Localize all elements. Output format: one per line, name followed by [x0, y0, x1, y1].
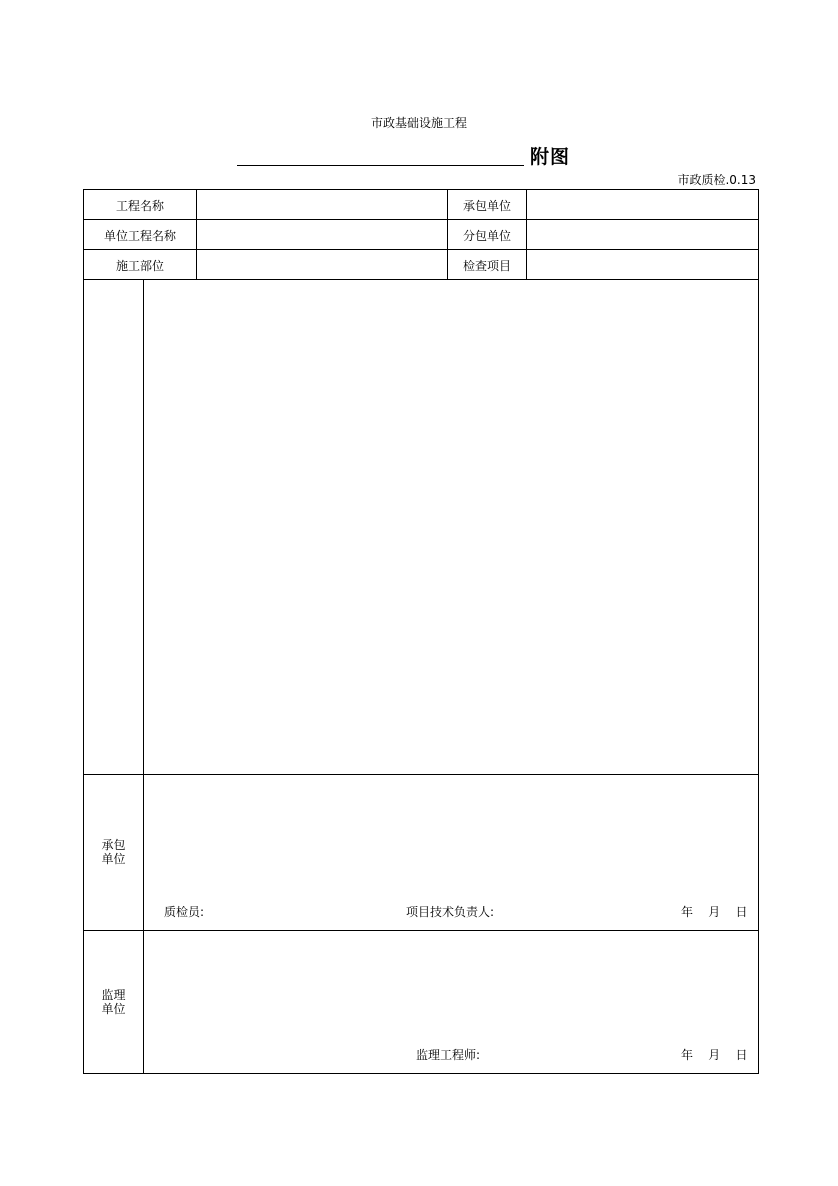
table-border-left: [83, 189, 84, 1074]
form-subtitle: 市政基础设施工程: [370, 116, 467, 130]
table-row-divider: [83, 249, 759, 250]
supervisor-section-label: [84, 988, 143, 1016]
tech-lead-signature-label: 项目技术负责人:: [406, 905, 495, 919]
contractor-label: 承包单位: [462, 199, 511, 213]
title-blank-line[interactable]: [237, 165, 524, 166]
attached-drawing-area[interactable]: [144, 280, 758, 774]
construction-part-label: 施工部位: [115, 259, 164, 273]
contractor-date-label: 年 月 日: [681, 905, 748, 919]
subcontractor-label: 分包单位: [462, 229, 511, 243]
supervisor-label-line1: 监理: [101, 988, 126, 1002]
contractor-label-line1: 承包: [101, 838, 126, 852]
table-row-divider: [83, 774, 759, 775]
inspection-item-label: 检查项目: [462, 259, 511, 273]
inspector-signature-label: 质检员:: [164, 905, 205, 919]
contractor-section-label: [84, 838, 143, 866]
form-code: 市政质检.0.13: [677, 173, 756, 187]
table-col-divider: [196, 189, 197, 279]
table-row-divider: [83, 219, 759, 220]
table-border-right: [758, 189, 759, 1074]
project-name-label: 工程名称: [115, 199, 164, 213]
contractor-label-line2: 单位: [101, 852, 126, 866]
table-row-divider: [83, 930, 759, 931]
table-border-bottom: [83, 1073, 759, 1074]
unit-project-name-label: 单位工程名称: [103, 229, 176, 243]
table-border-top: [83, 189, 759, 190]
supervising-engineer-label: 监理工程师:: [416, 1048, 481, 1062]
table-col-divider: [526, 189, 527, 279]
supervisor-date-label: 年 月 日: [681, 1048, 748, 1062]
form-title: 附图: [530, 146, 571, 168]
supervisor-label-line2: 单位: [101, 1002, 126, 1016]
